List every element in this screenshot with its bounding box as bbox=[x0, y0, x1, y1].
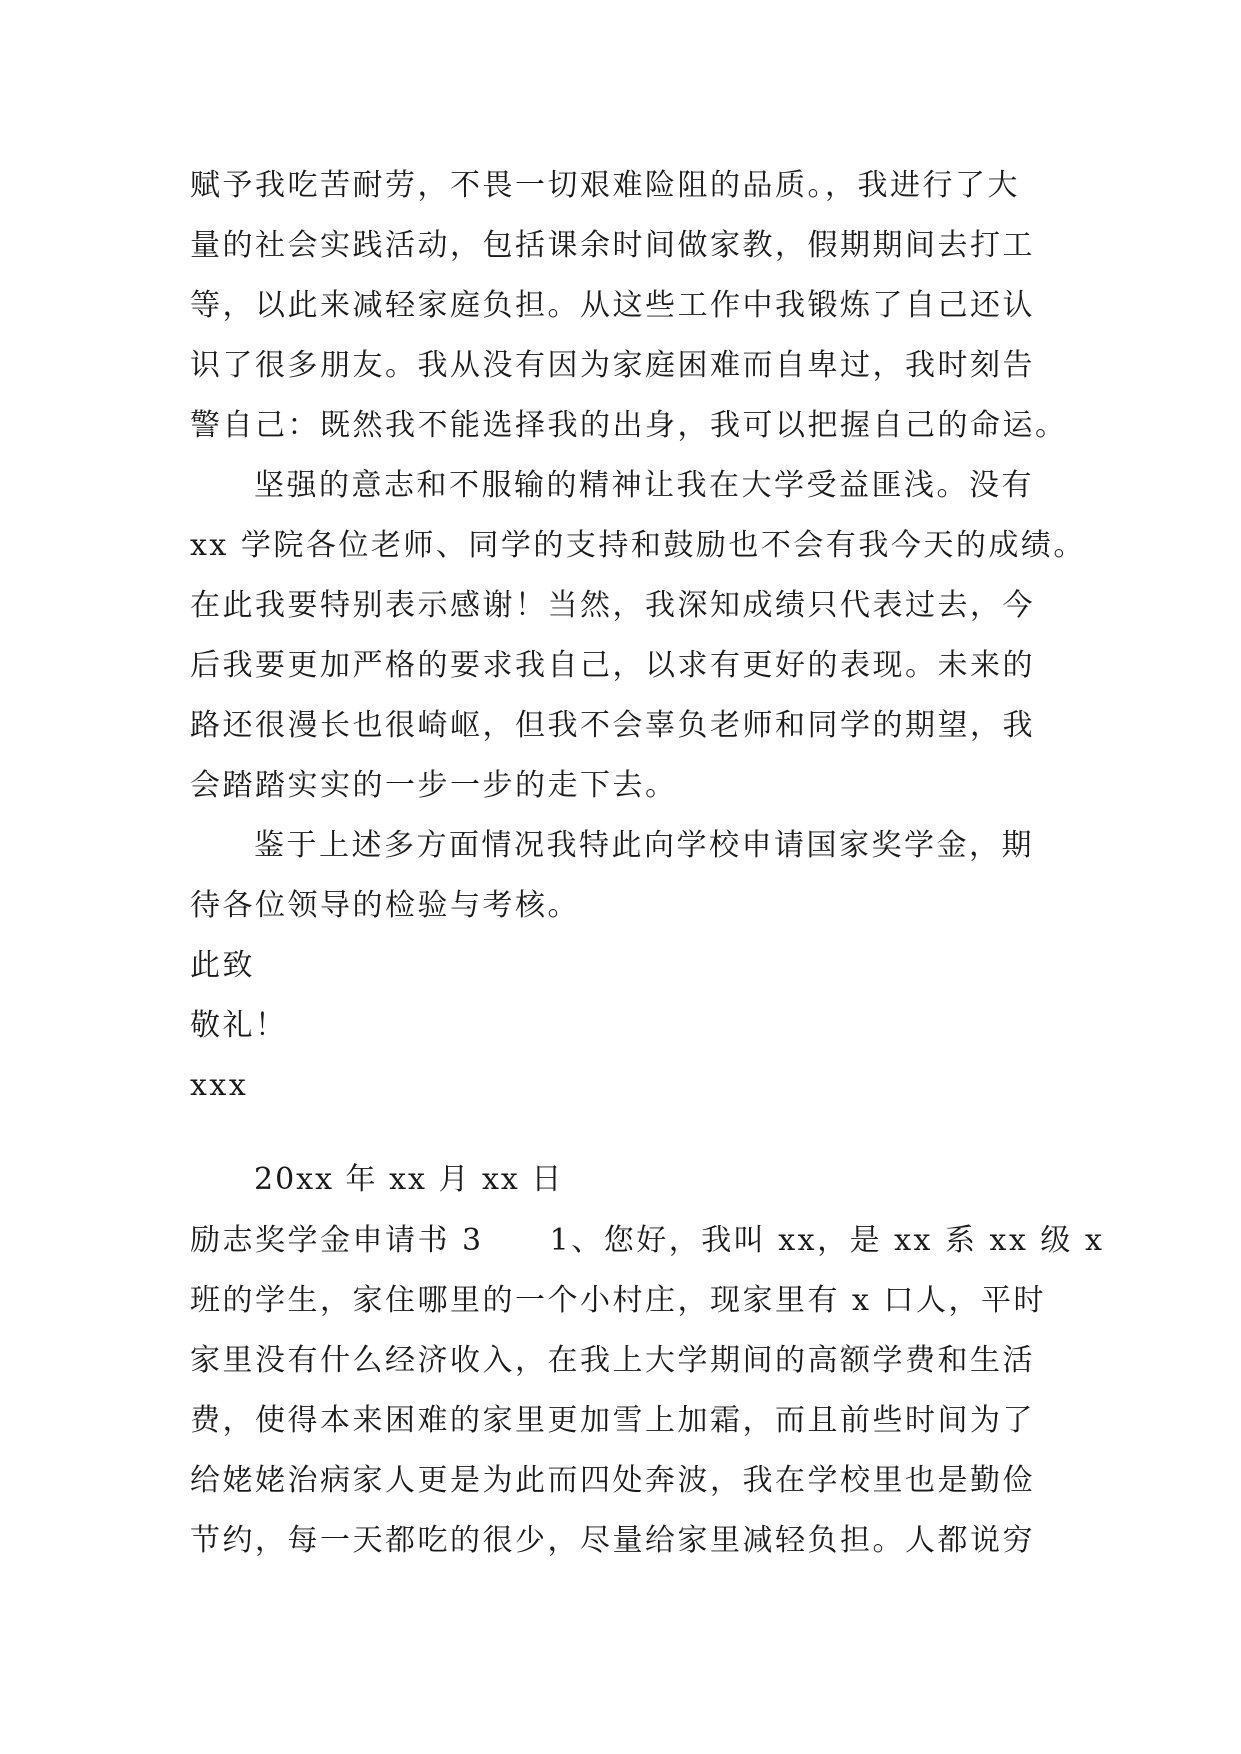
signature-date: 20xx 年 xx 月 xx 日 bbox=[254, 1162, 564, 1197]
letter-body-section bbox=[190, 156, 1086, 1116]
body-line: 量的社会实践活动，包括课余时间做家教，假期期间去打工 bbox=[190, 228, 1035, 263]
body-line: 给姥姥治病家人更是为此而四处奔波，我在学校里也是勤俭 bbox=[190, 1463, 1035, 1498]
body-line: 鉴于上述多方面情况我特此向学校申请国家奖学金，期 bbox=[254, 828, 1034, 863]
section-title: 励志奖学金申请书 3 bbox=[190, 1223, 484, 1258]
body-line: 费，使得本来困难的家里更加雪上加霜，而且前些时间为了 bbox=[190, 1403, 1035, 1438]
body-line: 在此我要特别表示感谢！当然，我深知成绩只代表过去，今 bbox=[190, 588, 1035, 623]
body-line: 识了很多朋友。我从没有因为家庭困难而自卑过，我时刻告 bbox=[190, 348, 1035, 383]
closing-regards: 敬礼！ bbox=[190, 1008, 288, 1043]
body-line: 赋予我吃苦耐劳，不畏一切艰难险阻的品质。，我进行了大 bbox=[190, 168, 1020, 203]
signature-name: xxx bbox=[190, 1068, 249, 1103]
body-line: xx 学院各位老师、同学的支持和鼓励也不会有我今天的成绩。 bbox=[190, 528, 1086, 563]
body-line: 警自己：既然我不能选择我的出身，我可以把握自己的命运。 bbox=[190, 408, 1068, 443]
body-line: 节约，每一天都吃的很少，尽量给家里减轻负担。人都说穷 bbox=[190, 1523, 1035, 1558]
body-line: 后我要更加严格的要求我自己，以求有更好的表现。未来的 bbox=[190, 648, 1035, 683]
body-line: 等，以此来减轻家庭负担。从这些工作中我锻炼了自己还认 bbox=[190, 288, 1035, 323]
body-line: 1、您好，我叫 xx，是 xx 系 xx 级 x bbox=[549, 1223, 1105, 1258]
body-line: 坚强的意志和不服输的精神让我在大学受益匪浅。没有 bbox=[254, 468, 1034, 503]
body-line: 待各位领导的检验与考核。 bbox=[190, 888, 580, 923]
application-body-section bbox=[190, 1271, 1070, 1571]
body-line: 班的学生，家住哪里的一个小村庄，现家里有 x 口人，平时 bbox=[190, 1283, 1046, 1318]
body-line: 路还很漫长也很崎岖，但我不会辜负老师和同学的期望，我 bbox=[190, 708, 1035, 743]
section-heading-line bbox=[190, 1211, 1104, 1271]
body-line: 会踏踏实实的一步一步的走下去。 bbox=[190, 768, 678, 803]
closing-salutation: 此致 bbox=[190, 948, 255, 983]
body-line: 家里没有什么经济收入，在我上大学期间的高额学费和生活 bbox=[190, 1343, 1035, 1378]
